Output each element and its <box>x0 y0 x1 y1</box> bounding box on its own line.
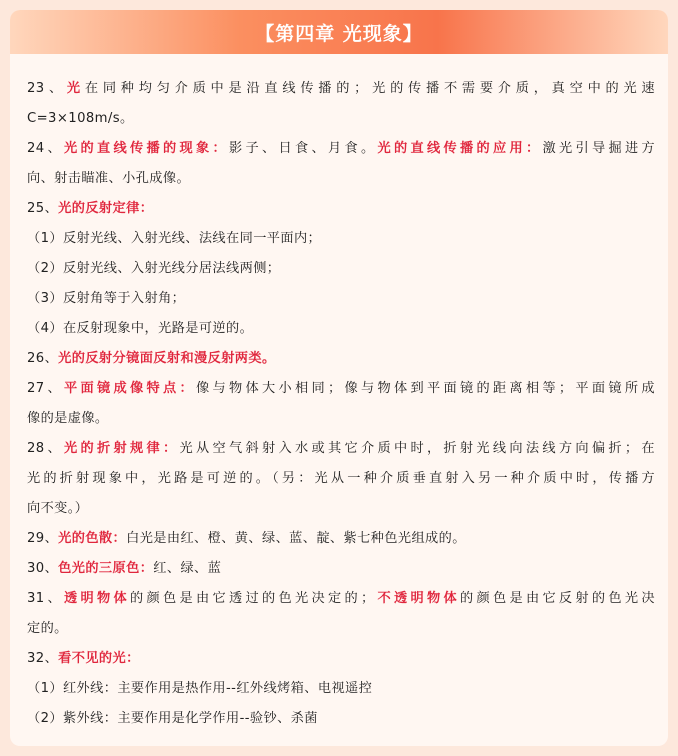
text-line <box>27 314 655 344</box>
highlight-term: 光的反射定律： <box>58 201 154 216</box>
text-line <box>27 584 655 614</box>
text-line <box>27 74 655 104</box>
line-text: 像的是虚像。 <box>27 411 109 426</box>
text-line <box>27 434 655 464</box>
line-text: 27、 <box>27 381 64 396</box>
highlight-term: 光的折射规律： <box>64 441 180 456</box>
chapter-title: 【第四章 光现象】 <box>255 22 423 45</box>
highlight-term: 透明物体 <box>64 591 130 606</box>
highlight-term: 光 <box>66 81 85 96</box>
line-text: 30、 <box>27 561 59 576</box>
line-text: 白光是由红、橙、黄、绿、蓝、靛、紫七种色光组成的。 <box>126 531 466 546</box>
text-line <box>27 104 655 134</box>
text-line <box>27 644 655 674</box>
line-text: 的颜色是由它反射的色光决 <box>459 591 656 606</box>
text-line <box>27 224 655 254</box>
text-line <box>27 134 655 164</box>
text-line <box>27 554 655 584</box>
text-line <box>27 254 655 284</box>
highlight-term: 看不见的光： <box>58 651 140 666</box>
line-text: 定的。 <box>27 621 68 636</box>
highlight-term: 不透明物体 <box>374 591 460 606</box>
line-text: C=3×108m/s。 <box>27 111 134 126</box>
text-line <box>27 284 655 314</box>
highlight-term: 色光的三原色： <box>58 561 154 576</box>
line-text: （3）反射角等于入射角； <box>27 291 186 306</box>
line-text: 25、 <box>27 201 59 216</box>
line-text: 26、 <box>27 351 59 366</box>
text-line <box>27 344 655 374</box>
highlight-term: 光的直线传播的应用： <box>377 141 543 156</box>
text-line <box>27 614 655 644</box>
line-text: （1）反射光线、入射光线、法线在同一平面内； <box>27 231 322 246</box>
line-text: （2）紫外线：主要作用是化学作用--验钞、杀菌 <box>27 711 318 726</box>
text-line <box>27 524 655 554</box>
text-line <box>27 674 655 704</box>
line-text: 24、 <box>27 141 64 156</box>
line-text: 32、 <box>27 651 59 666</box>
highlight-term: 平面镜成像特点： <box>64 381 196 396</box>
line-text: （4）在反射现象中，光路是可逆的。 <box>27 321 254 336</box>
text-line <box>27 164 655 194</box>
line-text: （1）红外线：主要作用是热作用--红外线烤箱、电视遥控 <box>27 681 373 696</box>
line-text: 光的折射现象中，光路是可逆的。（另：光从一种介质垂直射入另一种介质中时，传播方 <box>27 471 655 486</box>
content-card <box>10 10 668 746</box>
highlight-term: 光的色散： <box>58 531 127 546</box>
highlight-term: 光的直线传播的现象： <box>64 141 229 156</box>
line-text: 29、 <box>27 531 59 546</box>
line-text: 激光引导掘进方 <box>542 141 656 156</box>
text-line <box>27 494 655 524</box>
line-text: 在同种均匀介质中是沿直线传播的；光的传播不需要介质，真空中的光速 <box>84 81 656 96</box>
line-text: 23、 <box>27 81 67 96</box>
line-text: 31、 <box>27 591 64 606</box>
text-line <box>27 374 655 404</box>
text-line <box>27 464 655 494</box>
line-text: 向不变。） <box>27 501 89 516</box>
line-text: 向、射击瞄准、小孔成像。 <box>27 171 191 186</box>
line-text: 红、绿、蓝 <box>153 561 222 576</box>
notes-body <box>27 74 655 734</box>
line-text: 的颜色是由它透过的色光决定的； <box>130 591 375 606</box>
text-line <box>27 194 655 224</box>
title-banner <box>10 10 668 54</box>
line-text: （2）反射光线、入射光线分居法线两侧； <box>27 261 281 276</box>
line-text: 光从空气斜射入水或其它介质中时，折射光线向法线方向偏折；在 <box>179 441 655 456</box>
text-line <box>27 704 655 734</box>
line-text: 28、 <box>27 441 64 456</box>
text-line <box>27 404 655 434</box>
highlight-term: 光的反射分镜面反射和漫反射两类。 <box>58 351 276 366</box>
line-text: 像与物体大小相同；像与物体到平面镜的距离相等；平面镜所成 <box>195 381 656 396</box>
line-text: 影子、日食、月食。 <box>228 141 378 156</box>
